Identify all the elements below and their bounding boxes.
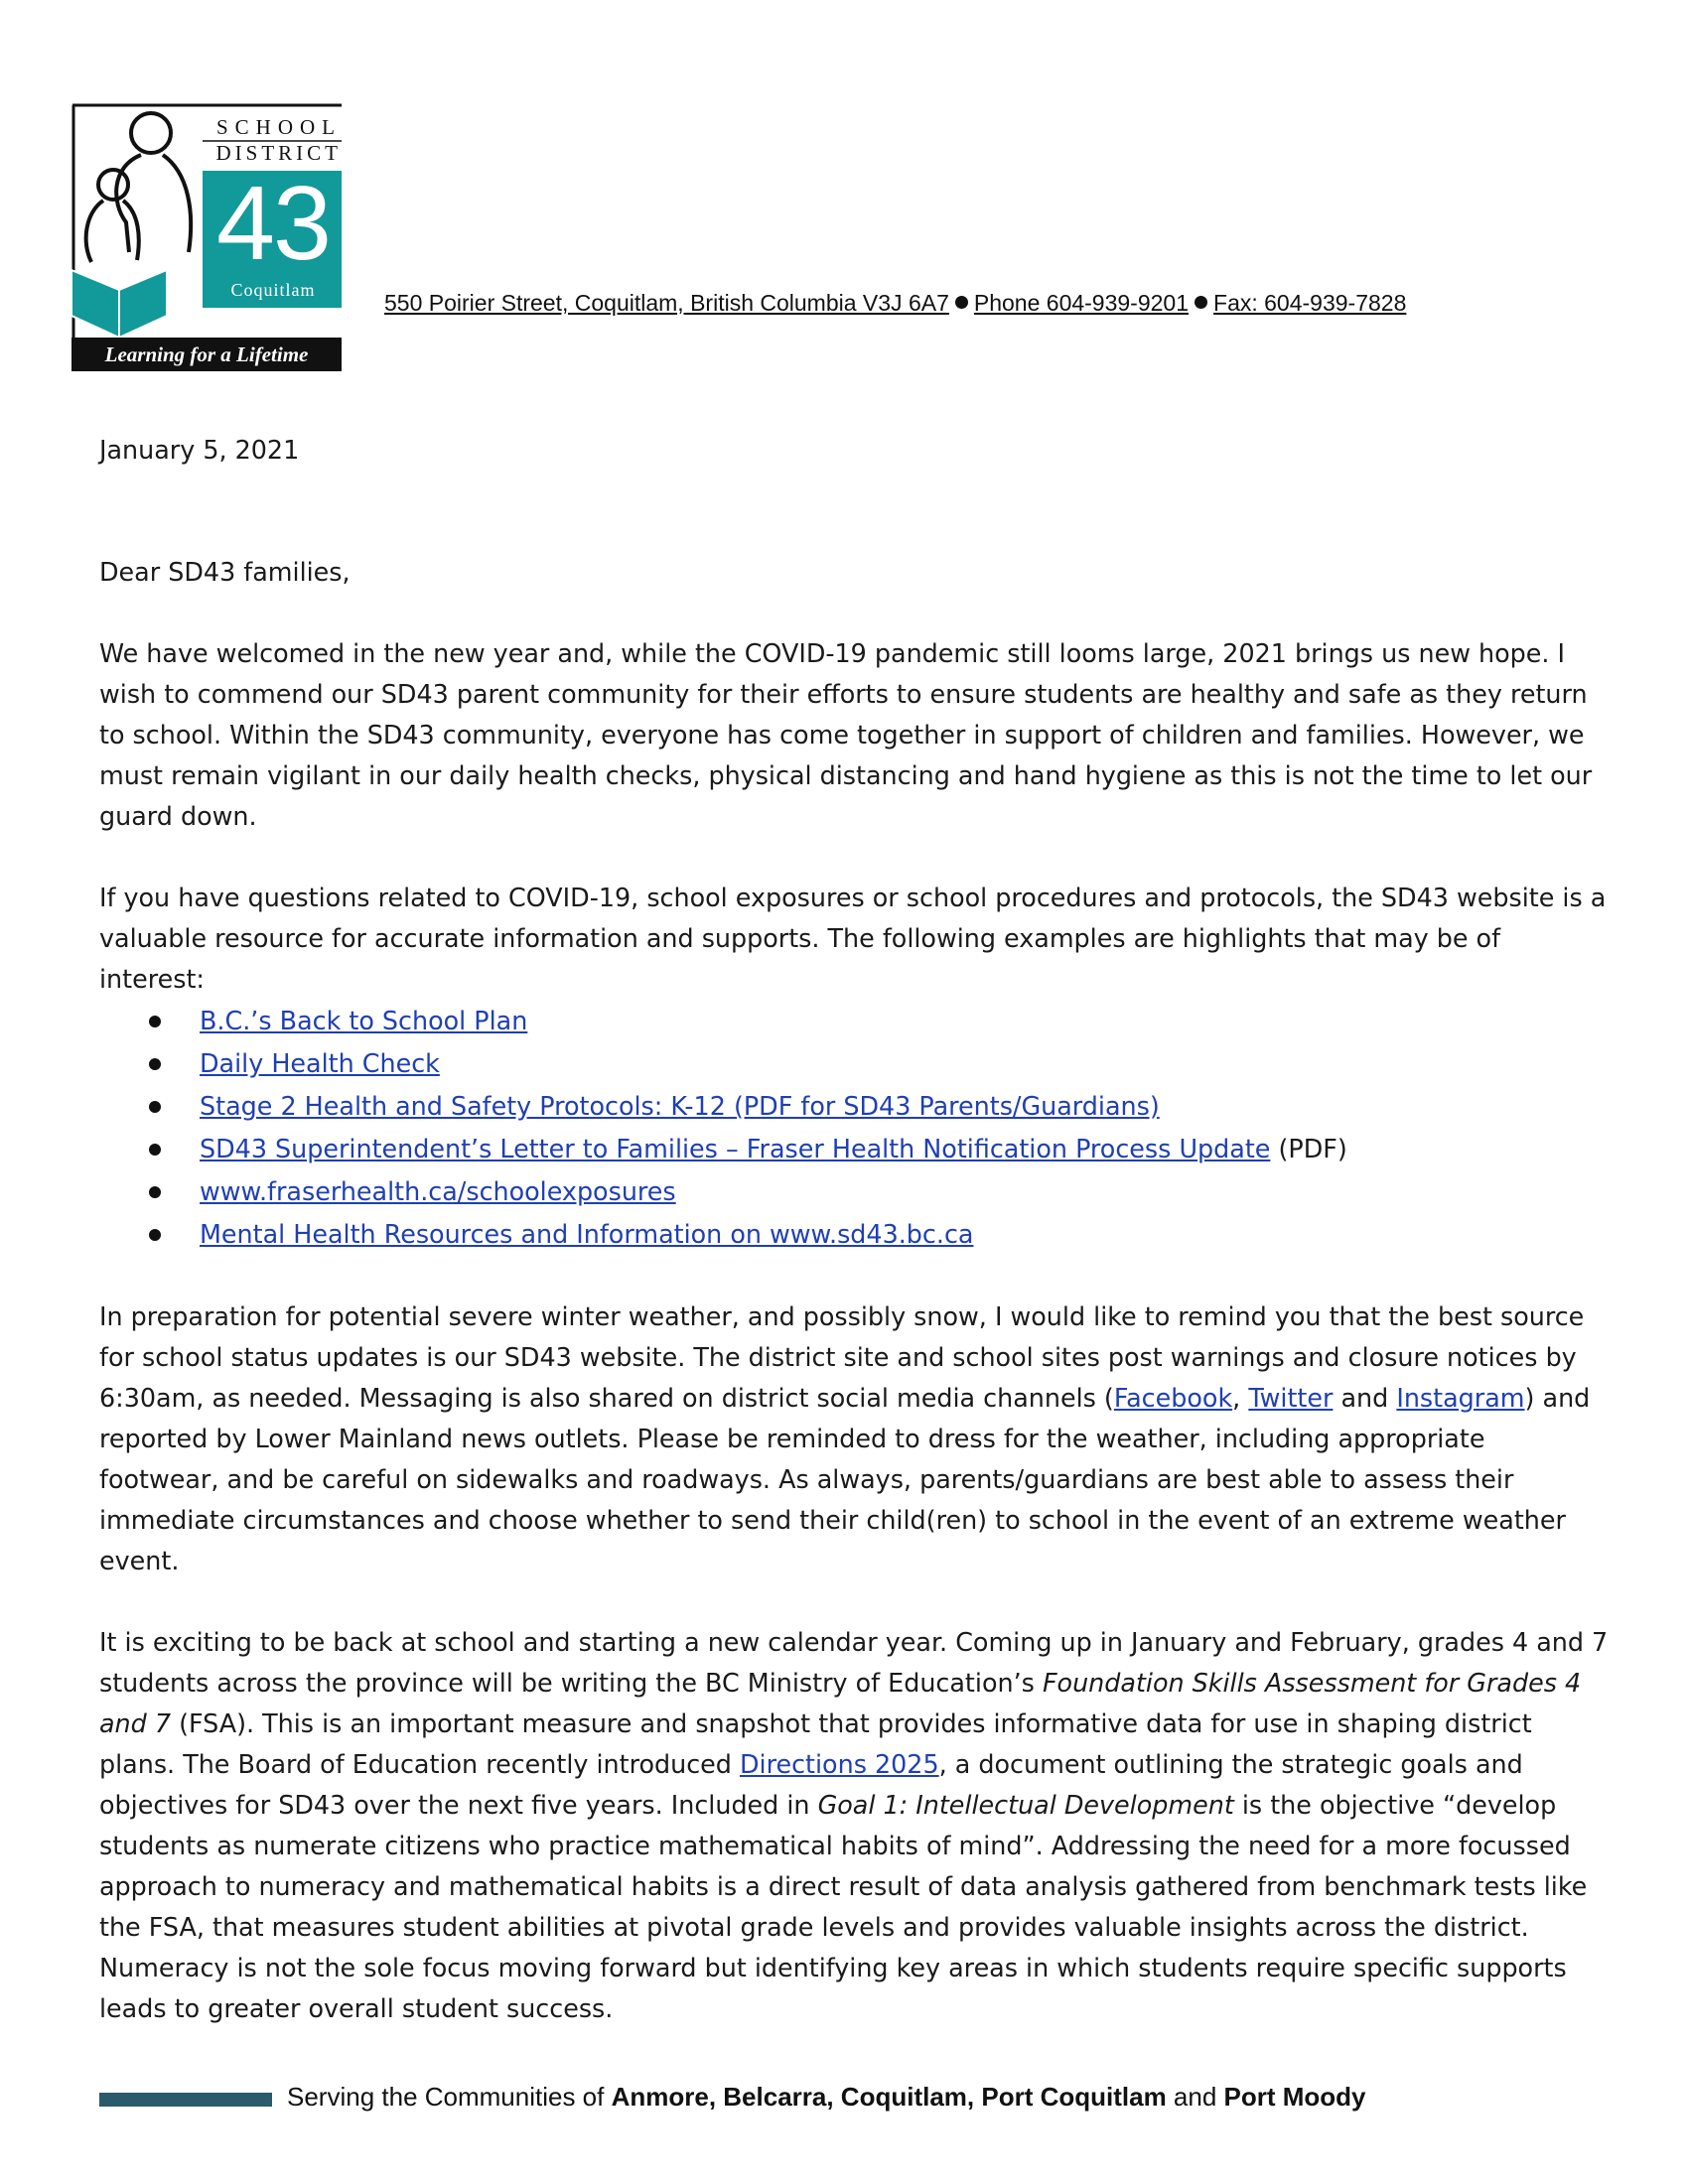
resource-link-list	[99, 1000, 1609, 1256]
text-segment: and	[1333, 1383, 1397, 1413]
text-segment: ,	[1232, 1383, 1249, 1413]
logo-school-text: SCHOOL	[215, 115, 342, 139]
letter-body	[99, 430, 1609, 2029]
text-segment: It is exciting to be back at school and starting a new calendar year. Coming up in January and February, grades 4 and 7 students across the province will be writing the BC Ministry of Education’s	[99, 1627, 1609, 1698]
bullet-icon	[149, 1016, 161, 1027]
link-fraser-health-exposures[interactable]: www.fraserhealth.ca/schoolexposures	[200, 1176, 676, 1206]
list-item	[99, 1000, 1609, 1042]
footer-and: and	[1166, 2082, 1224, 2112]
bullet-icon	[149, 1186, 161, 1198]
list-item	[99, 1170, 1609, 1213]
letter-date: January 5, 2021	[99, 435, 300, 465]
logo-district-number: 43	[216, 165, 330, 282]
bullet-icon	[149, 1229, 161, 1241]
bullet-icon	[149, 1144, 161, 1156]
letterhead-address: 550 Poirier Street, Coquitlam, British Columbia V3J 6A7	[384, 290, 949, 316]
logo-city-text: Coquitlam	[230, 280, 316, 300]
link-twitter[interactable]: Twitter	[1248, 1383, 1334, 1413]
bullet-icon	[149, 1101, 161, 1113]
link-suffix-pdf: (PDF)	[1270, 1134, 1347, 1163]
footer-communities-list: Anmore, Belcarra, Coquitlam, Port Coquitlam	[611, 2082, 1167, 2112]
letterhead-fax: Fax: 604-939-7828	[1213, 290, 1407, 316]
list-item	[99, 1128, 1609, 1170]
fsa-title: Foundation Skills Assessment for Grades 4 and 7	[99, 1668, 1582, 1738]
logo-tagline: Learning for a Lifetime	[71, 338, 342, 371]
footer-communities	[287, 2082, 1366, 2113]
text-segment: , a document outlining the strategic goals and objectives for SD43 over the next five years. Included in	[99, 1749, 1523, 1820]
list-item	[99, 1085, 1609, 1128]
link-superintendent-letter[interactable]: SD43 Superintendent’s Letter to Families – Fraser Health Notification Process Update	[200, 1134, 1271, 1163]
footer-prefix: Serving the Communities of	[287, 2082, 612, 2112]
list-item	[99, 1042, 1609, 1085]
bullet-separator-icon	[955, 296, 968, 309]
text-segment: In preparation for potential severe winter weather, and possibly snow, I would like to remind you that the best source for school status updates is our SD43 website. The district site and school sites post warnings and closure notices by 6:30am, as needed. Messaging is also shared on district social media channels (	[99, 1301, 1585, 1413]
text-segment: ) and reported by Lower Mainland news outlets. Please be reminded to dress for the weather, including appropriate footwear, and be careful on sidewalks and roadways. As always, parents/guardians are best able to assess their immediate circumstances and choose whether to send their child(ren) to school in the event of an extreme weather event.	[99, 1383, 1591, 1575]
paragraph-resources-intro: If you have questions related to COVID-19, school exposures or school procedures and protocols, the SD43 website is a valuable resource for accurate information and supports. The following examples are highlights that may be of interest:	[99, 883, 1607, 994]
letterhead-phone: Phone 604-939-9201	[973, 290, 1190, 316]
paragraph-new-year: We have welcomed in the new year and, while the COVID-19 pandemic still looms large, 2021 brings us new hope. I wish to commend our SD43 parent community for their efforts to ensure students are healthy and safe as they return to school. Within the SD43 community, everyone has come together in support of children and families. However, we must remain vigilant in our daily health checks, physical distancing and hand hygiene as this is not the time to let our guard down.	[99, 638, 1593, 831]
footer-accent-bar	[99, 2093, 272, 2107]
text-segment: (FSA). This is an important measure and snapshot that provides informative data for use in shaping district plans. The Board of Education recently introduced	[99, 1708, 1532, 1779]
footer-community-last: Port Moody	[1223, 2082, 1366, 2112]
logo-district-text: DISTRICT	[215, 141, 342, 165]
letter-salutation: Dear SD43 families,	[99, 557, 351, 587]
link-mental-health-resources[interactable]: Mental Health Resources and Information on www.sd43.bc.ca	[200, 1219, 974, 1249]
letterhead-contact-line	[384, 290, 1566, 317]
goal-title: Goal 1: Intellectual Development	[817, 1790, 1234, 1820]
link-directions-2025[interactable]: Directions 2025	[739, 1749, 939, 1779]
bullet-separator-icon	[1195, 296, 1207, 309]
text-segment: is the objective “develop students as numerate citizens who practice mathematical habits of mind”. Addressing the need for a more focussed approach to numeracy and mathematical habits is a direct result of data analysis gathered from benchmark tests like the FSA, that measures student abilities at pivotal grade levels and provides valuable insights across the district. Numeracy is not the sole focus moving forward but identifying key areas in which students require specific supports leads to greater overall student success.	[99, 1790, 1588, 2023]
paragraph-fsa	[99, 1622, 1609, 2029]
link-instagram[interactable]: Instagram	[1396, 1383, 1525, 1413]
link-back-to-school-plan[interactable]: B.C.’s Back to School Plan	[200, 1006, 528, 1035]
bullet-icon	[149, 1058, 161, 1070]
link-daily-health-check[interactable]: Daily Health Check	[200, 1048, 440, 1078]
school-district-logo	[71, 103, 342, 371]
link-facebook[interactable]: Facebook	[1113, 1383, 1233, 1413]
link-stage2-protocols[interactable]: Stage 2 Health and Safety Protocols: K-12 (PDF for SD43 Parents/Guardians)	[200, 1091, 1160, 1121]
list-item	[99, 1213, 1609, 1256]
paragraph-winter-weather	[99, 1297, 1609, 1581]
